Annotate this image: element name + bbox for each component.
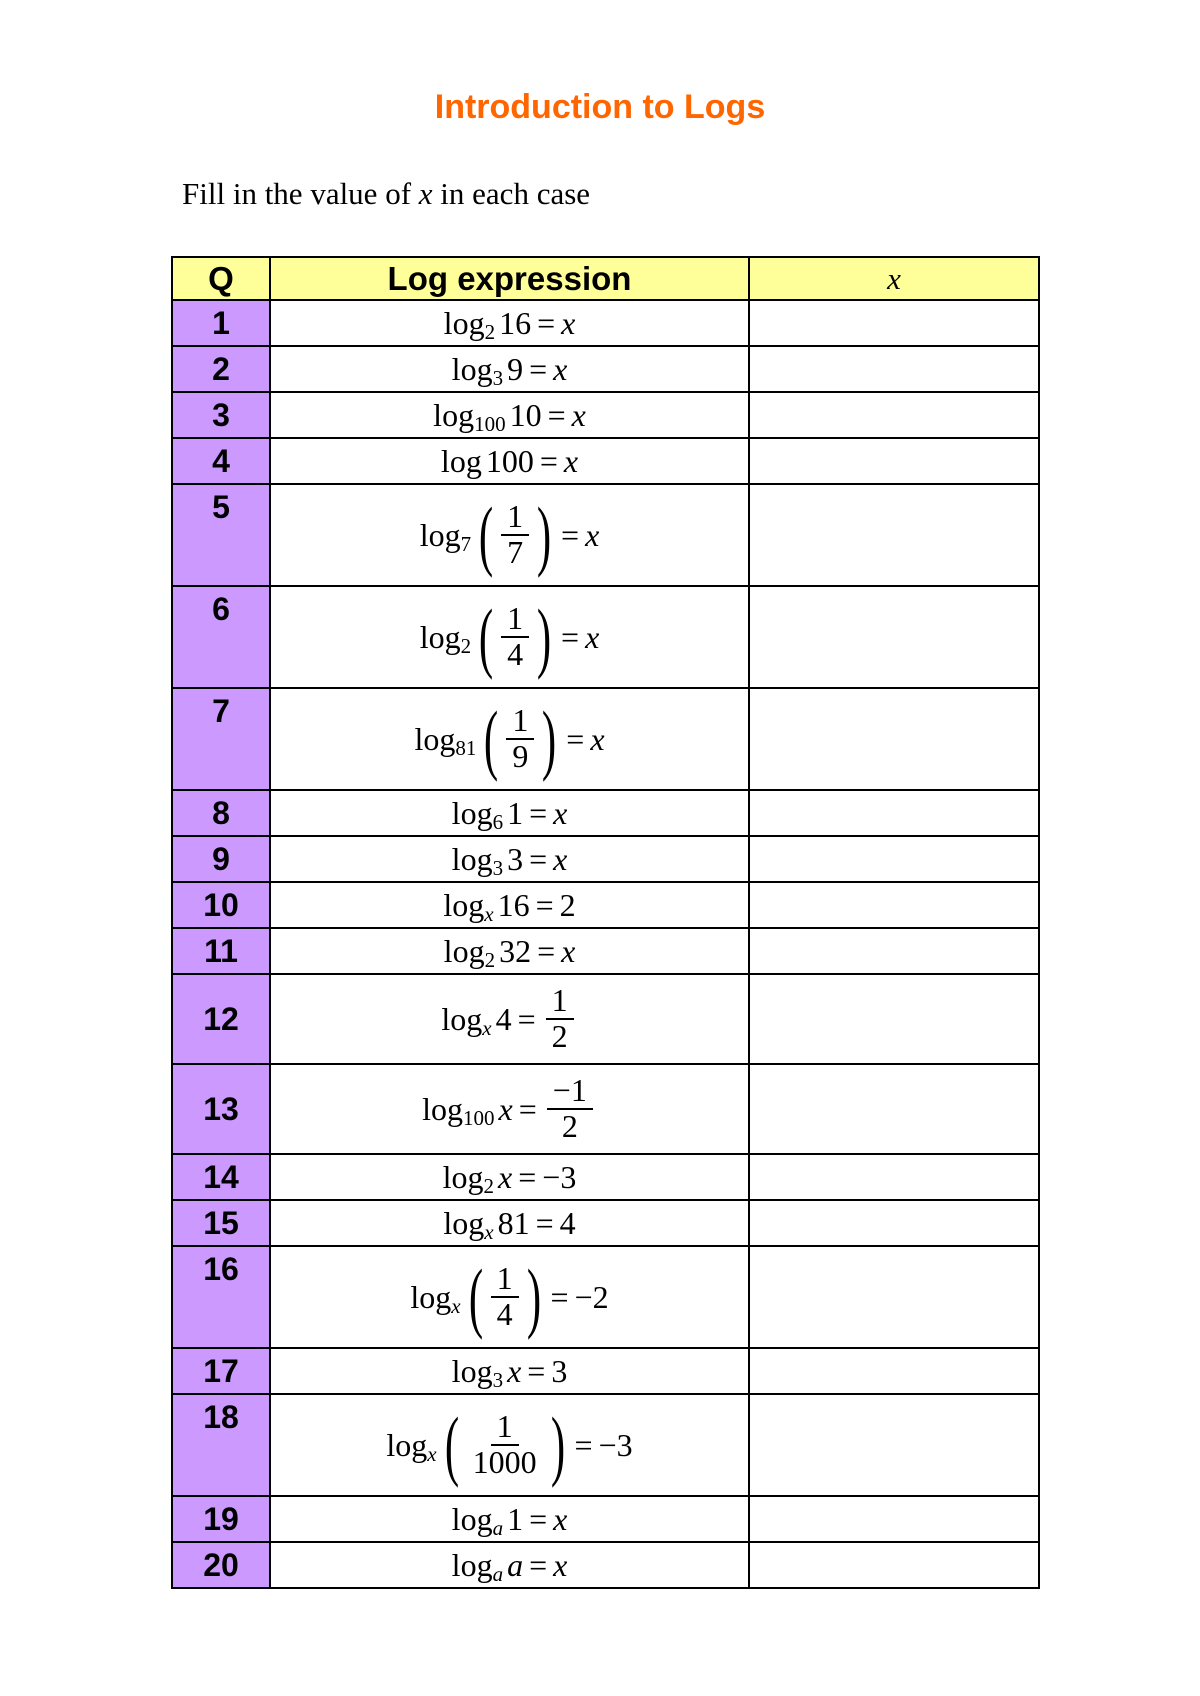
- log-expression: [270, 346, 749, 392]
- table-row: [172, 346, 1039, 392]
- fraction-denominator: 9: [512, 738, 529, 774]
- right-hand-side: x: [553, 1546, 568, 1583]
- answer-cell[interactable]: [749, 790, 1039, 836]
- expression-formula: [422, 1074, 597, 1143]
- table-row: [172, 1246, 1039, 1348]
- log-word: log: [451, 1546, 493, 1583]
- expression-formula: [444, 933, 576, 970]
- log-base: x: [451, 1293, 461, 1318]
- table-row: [172, 974, 1039, 1064]
- left-paren-icon: (: [478, 593, 494, 680]
- right-paren-icon: ): [550, 1401, 565, 1488]
- question-number: 4: [172, 438, 270, 484]
- expression-formula: [386, 1401, 633, 1488]
- log-argument: 9: [507, 350, 524, 387]
- equals-sign: =: [529, 1546, 548, 1583]
- answer-cell[interactable]: [749, 586, 1039, 688]
- table-row: [172, 1348, 1039, 1394]
- log-argument: x: [498, 1090, 513, 1127]
- table-row: [172, 1496, 1039, 1542]
- right-hand-side: −3: [542, 1158, 577, 1195]
- fraction-rhs: [547, 1074, 593, 1143]
- log-expression: [270, 790, 749, 836]
- fraction-numerator: 1: [501, 500, 529, 536]
- instructions-text-after: in each case: [432, 176, 591, 211]
- right-hand-side: x: [553, 840, 568, 877]
- question-number: 1: [172, 300, 270, 346]
- left-paren-icon: (: [444, 1401, 459, 1488]
- left-paren-icon: (: [484, 695, 499, 782]
- expression-formula: [441, 984, 577, 1053]
- expression-formula: [441, 443, 578, 480]
- answer-cell[interactable]: [749, 392, 1039, 438]
- log-base: 2: [483, 1173, 495, 1198]
- question-number: 13: [172, 1064, 270, 1154]
- answer-cell[interactable]: [749, 300, 1039, 346]
- equals-sign: =: [529, 350, 548, 387]
- log-word: log: [451, 350, 493, 387]
- log-base: 2: [484, 319, 496, 344]
- table-row: [172, 438, 1039, 484]
- equals-sign: =: [574, 1426, 593, 1463]
- fraction-denominator: 4: [507, 636, 524, 672]
- log-word: log: [443, 304, 485, 341]
- table-row: [172, 392, 1039, 438]
- right-hand-side: 2: [559, 886, 576, 923]
- table-row: [172, 928, 1039, 974]
- equals-sign: =: [539, 442, 558, 479]
- log-word: log: [441, 1000, 483, 1037]
- question-number: 18: [172, 1394, 270, 1496]
- log-expression: [270, 1154, 749, 1200]
- log-expression: [270, 882, 749, 928]
- answer-cell[interactable]: [749, 346, 1039, 392]
- log-word: log: [414, 720, 456, 757]
- log-argument: 4: [495, 1000, 512, 1037]
- table-row: [172, 484, 1039, 586]
- equals-sign: =: [547, 396, 566, 433]
- question-number: 17: [172, 1348, 270, 1394]
- question-number: 11: [172, 928, 270, 974]
- fraction-denominator: 4: [496, 1296, 513, 1332]
- answer-cell[interactable]: [749, 688, 1039, 790]
- expression-formula: [452, 1501, 568, 1538]
- right-hand-side: x: [585, 618, 600, 655]
- fraction-denominator: 1000: [472, 1444, 537, 1480]
- table-row: [172, 790, 1039, 836]
- right-paren-icon: ): [536, 491, 552, 578]
- question-number: 3: [172, 392, 270, 438]
- right-paren-icon: ): [542, 695, 557, 782]
- right-hand-side: x: [561, 932, 576, 969]
- expression-formula: [443, 887, 575, 924]
- instructions: [182, 176, 590, 212]
- table-row: [172, 586, 1039, 688]
- left-paren-icon: (: [468, 1253, 483, 1340]
- right-hand-side: x: [585, 516, 600, 553]
- fraction-denominator: 7: [507, 534, 524, 570]
- right-hand-side: 3: [551, 1352, 568, 1389]
- log-argument: 16: [497, 886, 530, 923]
- question-number: 7: [172, 688, 270, 790]
- expression-formula: [452, 351, 568, 388]
- table-row: [172, 1200, 1039, 1246]
- question-number: 20: [172, 1542, 270, 1588]
- answer-cell[interactable]: [749, 974, 1039, 1064]
- fraction-argument: [501, 602, 529, 671]
- log-expression: [270, 586, 749, 688]
- expression-formula: [452, 795, 568, 832]
- answer-cell[interactable]: [749, 1496, 1039, 1542]
- answer-cell[interactable]: [749, 484, 1039, 586]
- expression-formula: [419, 593, 600, 680]
- log-word: log: [443, 932, 485, 969]
- equals-sign: =: [518, 1090, 537, 1127]
- log-base: 100: [474, 411, 506, 436]
- right-hand-side: 4: [559, 1204, 576, 1241]
- fraction-argument: [501, 500, 529, 569]
- log-word: log: [440, 442, 482, 479]
- log-expression: [270, 1064, 749, 1154]
- log-base: 2: [460, 633, 472, 658]
- log-expression: [270, 300, 749, 346]
- log-base: x: [484, 1219, 494, 1244]
- fraction-rhs: [546, 984, 574, 1053]
- equals-sign: =: [529, 794, 548, 831]
- log-base: x: [427, 1441, 437, 1466]
- right-hand-side: x: [553, 1500, 568, 1537]
- answer-cell[interactable]: [749, 928, 1039, 974]
- question-number: 5: [172, 484, 270, 586]
- table-row: [172, 1154, 1039, 1200]
- header-q: Q: [172, 257, 270, 300]
- log-argument: 81: [497, 1204, 530, 1241]
- log-word: log: [443, 886, 485, 923]
- question-number: 6: [172, 586, 270, 688]
- answer-cell[interactable]: [749, 1246, 1039, 1348]
- log-expression: [270, 1246, 749, 1348]
- table-row: [172, 1542, 1039, 1588]
- equals-sign: =: [529, 1500, 548, 1537]
- log-base: 7: [460, 531, 472, 556]
- fraction-numerator: 1: [506, 704, 534, 740]
- log-word: log: [410, 1278, 452, 1315]
- fraction-argument: [491, 1262, 519, 1331]
- log-expression: [270, 438, 749, 484]
- log-argument: x: [498, 1158, 513, 1195]
- fraction-numerator: 1: [491, 1410, 519, 1446]
- table-row: [172, 882, 1039, 928]
- table-row: [172, 300, 1039, 346]
- equals-sign: =: [517, 1000, 536, 1037]
- expression-formula: [452, 1547, 568, 1584]
- log-base: x: [484, 901, 494, 926]
- log-base: 3: [492, 855, 504, 880]
- log-word: log: [386, 1426, 428, 1463]
- log-base: 3: [492, 1367, 504, 1392]
- log-expression: [270, 688, 749, 790]
- fraction-numerator: 1: [491, 1262, 519, 1298]
- expression-formula: [443, 1205, 575, 1242]
- fraction-numerator: 1: [501, 602, 529, 638]
- left-paren-icon: (: [478, 491, 494, 578]
- fraction-argument: [467, 1410, 543, 1479]
- expression-formula: [452, 1353, 568, 1390]
- page-title: Introduction to Logs: [434, 88, 766, 126]
- log-word: log: [419, 618, 461, 655]
- right-hand-side: x: [571, 396, 586, 433]
- answer-cell[interactable]: [749, 882, 1039, 928]
- log-argument: 100: [485, 442, 534, 479]
- expression-formula: [443, 1159, 577, 1196]
- right-hand-side: −3: [598, 1426, 633, 1463]
- log-expression: [270, 836, 749, 882]
- equals-sign: =: [550, 1278, 569, 1315]
- answer-cell[interactable]: [749, 1394, 1039, 1496]
- log-word: log: [451, 1352, 493, 1389]
- log-word: log: [451, 1500, 493, 1537]
- right-hand-side: x: [563, 442, 579, 479]
- answer-cell[interactable]: [749, 836, 1039, 882]
- equals-sign: =: [537, 932, 556, 969]
- log-word: log: [451, 794, 493, 831]
- log-argument: 32: [499, 932, 532, 969]
- fraction-denominator: 2: [561, 1108, 578, 1144]
- log-argument: 1: [507, 1500, 524, 1537]
- equals-sign: =: [535, 1204, 554, 1241]
- answer-cell[interactable]: [749, 1064, 1039, 1154]
- table-row: [172, 1064, 1039, 1154]
- log-argument: 3: [507, 840, 524, 877]
- question-number: 8: [172, 790, 270, 836]
- log-base: 2: [484, 947, 496, 972]
- expression-formula: [444, 305, 576, 342]
- answer-cell[interactable]: [749, 1154, 1039, 1200]
- log-table: [171, 256, 1040, 1589]
- question-number: 15: [172, 1200, 270, 1246]
- instructions-text-before: Fill in the value of: [182, 176, 419, 211]
- log-base: a: [492, 1515, 504, 1540]
- right-paren-icon: ): [526, 1253, 541, 1340]
- expression-formula: [452, 841, 568, 878]
- answer-cell[interactable]: [749, 1200, 1039, 1246]
- right-paren-icon: ): [536, 593, 552, 680]
- question-number: 10: [172, 882, 270, 928]
- equals-sign: =: [527, 1352, 546, 1389]
- log-argument: 10: [509, 396, 542, 433]
- fraction-denominator: 2: [551, 1018, 568, 1054]
- log-expression: [270, 1542, 749, 1588]
- expression-formula: [410, 1253, 609, 1340]
- log-expression: [270, 1394, 749, 1496]
- answer-cell[interactable]: [749, 438, 1039, 484]
- log-expression: [270, 1496, 749, 1542]
- log-argument: 16: [499, 304, 532, 341]
- log-argument: a: [507, 1546, 524, 1583]
- log-word: log: [451, 840, 493, 877]
- instructions-variable: x: [418, 176, 433, 211]
- equals-sign: =: [566, 720, 585, 757]
- equals-sign: =: [561, 516, 580, 553]
- question-number: 16: [172, 1246, 270, 1348]
- answer-cell[interactable]: [749, 1348, 1039, 1394]
- log-argument: x: [507, 1352, 522, 1389]
- equals-sign: =: [561, 618, 580, 655]
- right-hand-side: x: [590, 720, 605, 757]
- equals-sign: =: [535, 886, 554, 923]
- log-expression: [270, 1348, 749, 1394]
- question-number: 2: [172, 346, 270, 392]
- log-expression: [270, 484, 749, 586]
- log-word: log: [443, 1204, 485, 1241]
- header-answer: x: [749, 257, 1039, 300]
- log-expression: [270, 928, 749, 974]
- table-body: [172, 300, 1039, 1588]
- question-number: 14: [172, 1154, 270, 1200]
- log-expression: [270, 1200, 749, 1246]
- equals-sign: =: [518, 1158, 537, 1195]
- log-expression: [270, 974, 749, 1064]
- log-base: x: [482, 1015, 492, 1040]
- right-hand-side: x: [561, 304, 576, 341]
- right-hand-side: x: [553, 794, 568, 831]
- expression-formula: [433, 397, 586, 434]
- log-base: 100: [463, 1105, 495, 1130]
- log-base: 3: [492, 365, 504, 390]
- equals-sign: =: [529, 840, 548, 877]
- question-number: 12: [172, 974, 270, 1064]
- log-word: log: [442, 1158, 484, 1195]
- fraction-numerator: −1: [547, 1074, 593, 1110]
- log-word: log: [419, 516, 461, 553]
- log-word: log: [422, 1090, 464, 1127]
- log-word: log: [433, 396, 475, 433]
- question-number: 19: [172, 1496, 270, 1542]
- log-expression: [270, 392, 749, 438]
- expression-formula: [414, 695, 605, 782]
- equals-sign: =: [537, 304, 556, 341]
- table-row: [172, 688, 1039, 790]
- table-row: [172, 1394, 1039, 1496]
- log-base: 81: [455, 735, 477, 760]
- right-hand-side: x: [553, 350, 568, 387]
- fraction-argument: [506, 704, 534, 773]
- fraction-numerator: 1: [546, 984, 574, 1020]
- header-expression: Log expression: [270, 257, 749, 300]
- answer-cell[interactable]: [749, 1542, 1039, 1588]
- table-row: [172, 836, 1039, 882]
- expression-formula: [419, 491, 600, 578]
- right-hand-side: −2: [574, 1278, 609, 1315]
- question-number: 9: [172, 836, 270, 882]
- log-argument: 1: [507, 794, 524, 831]
- log-base: 6: [492, 809, 504, 834]
- table-header-row: [172, 257, 1039, 300]
- log-base: a: [492, 1561, 504, 1586]
